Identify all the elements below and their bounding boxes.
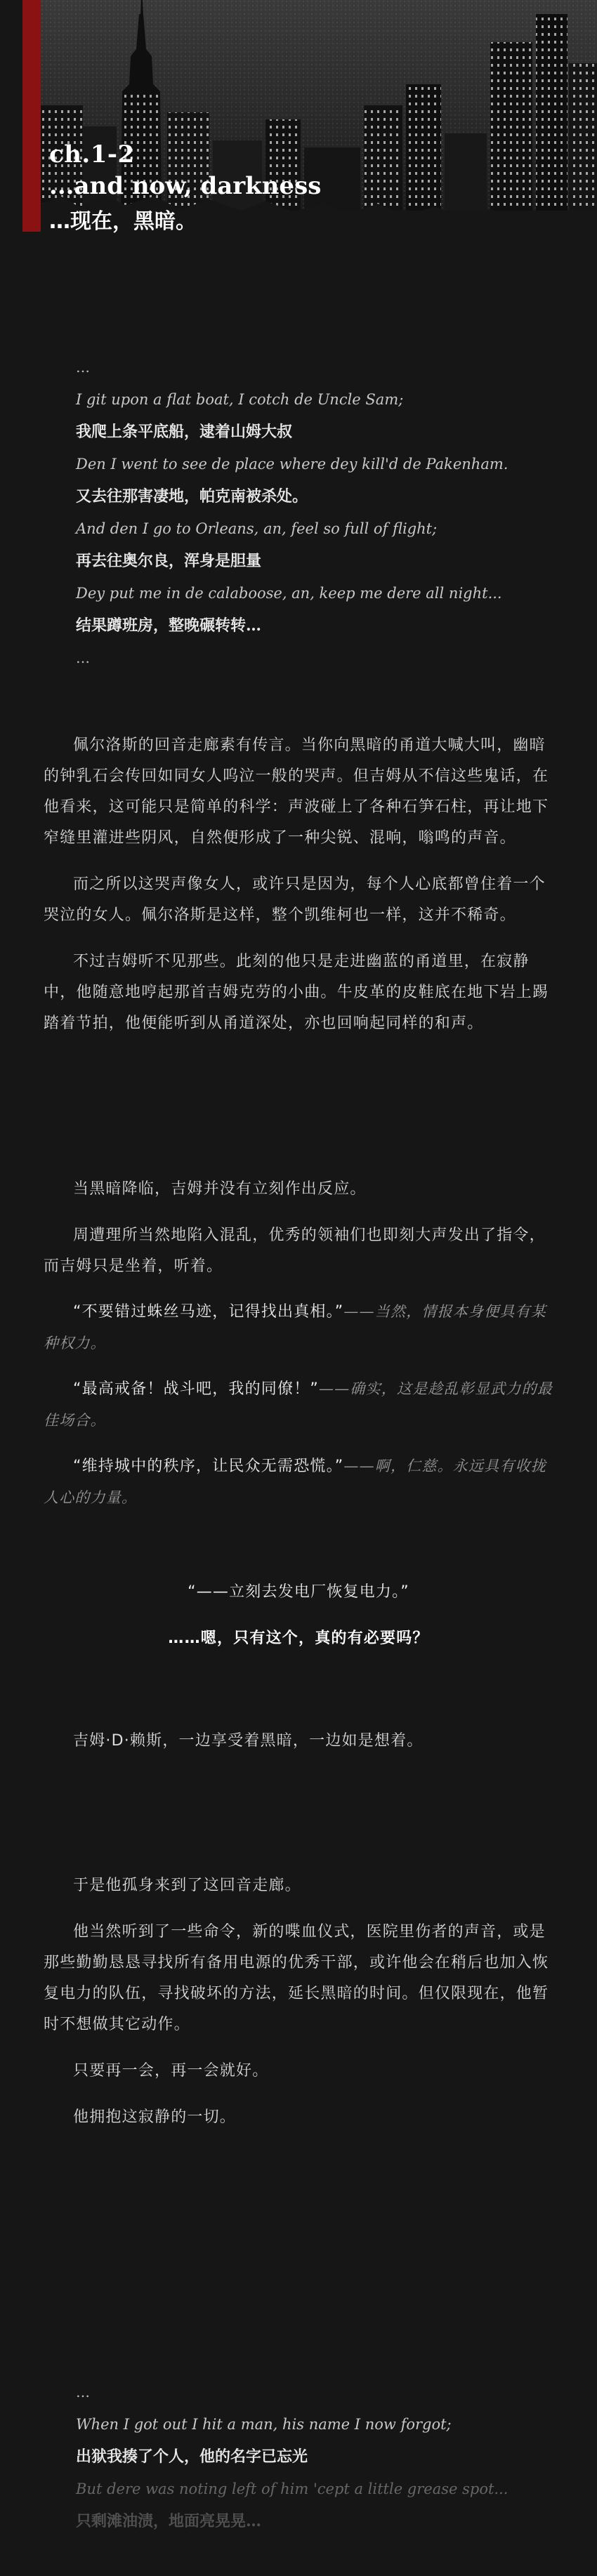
chapter-number: ch.1-2: [49, 140, 135, 169]
quote-text: “最高戒备！战斗吧，我的同僚！”: [73, 1380, 319, 1398]
paragraph: 而之所以这哭声像女人，或许只是因为，每个人心底都曾住着一个哭泣的女人。佩尔洛斯是这样，整个凯维柯也一样，这并不稀奇。: [44, 876, 546, 924]
chapter-title-en: ...and now, darkness: [49, 172, 322, 200]
prose-section-3: [44, 1726, 556, 1757]
lyric-line: 又去往那害凄地，帕克南被杀处。: [76, 487, 308, 506]
paragraph: 佩尔洛斯的回音走廊素有传言。当你向黑暗的甬道大喊大叫，幽暗的钟乳石会传回如同女人呜泣一般的哭声。但吉姆从不信这些鬼话，在他看来，这可能只是简单的科学：声波碰上了各种石笋石柱，再让地下窄缝里灌进些阴风，自然便形成了一种尖锐、混响，嗡鸣的声音。: [44, 737, 549, 847]
lyric-line: Den I went to see de place where dey kill'd de Pakenham.: [76, 456, 509, 473]
prose-section-4: [44, 1870, 556, 2133]
lyric-line: 结果蹲班房，整晚碾转转…: [76, 616, 262, 635]
quote-text: “不要错过蛛丝马迹，记得找出真相。”: [73, 1303, 344, 1321]
quote-note: ——当然，情报本身便具有某种权力。: [44, 1303, 547, 1352]
lyric-line: 我爬上条平底船，逮着山姆大叔: [76, 423, 293, 441]
lyric-line: …: [76, 649, 90, 666]
paragraph: 他当然听到了一些命令，新的喋血仪式，医院里伤者的声音，或是那些勤勤恳恳寻找所有备用电源的优秀干部，或许他会在稍后也加入恢复电力的队伍，寻找破坏的方法，延长黑暗的时间。但仅限现在，他暂时不想做其它动作。: [44, 1923, 549, 2033]
song-lyrics-bottom: [76, 2376, 553, 2537]
paragraph: 当黑暗降临，吉姆并没有立刻作出反应。: [73, 1180, 367, 1198]
lyric-line: …: [76, 2384, 90, 2400]
prose-section-1: [44, 730, 556, 1039]
centered-question-line: ……嗯，只有这个，真的有必要吗？: [168, 1630, 429, 1647]
lyric-line: Dey put me in de calaboose, an, keep me dere all night...: [76, 585, 502, 602]
paragraph: 于是他孤身来到了这回音走廊。: [73, 1877, 301, 1894]
song-lyrics-top: [76, 351, 553, 674]
centered-command-line: “——立刻去发电厂恢复电力。”: [188, 1583, 409, 1601]
lyric-line: …: [76, 359, 90, 376]
quote-block-2: [44, 1373, 556, 1436]
quote-block-1: [44, 1296, 556, 1359]
lyric-line: When I got out I hit a man, his name I now forgot;: [76, 2416, 452, 2433]
quote-block-3: [44, 1451, 556, 1514]
paragraph: 只要再一会，再一会就好。: [73, 2062, 269, 2080]
paragraph: 吉姆·D·赖斯，一边享受着黑暗，一边如是想着。: [73, 1732, 424, 1750]
chapter-title-zh: …现在，黑暗。: [49, 209, 197, 234]
prose-section-2: [44, 1174, 556, 1282]
paragraph: 他拥抱这寂静的一切。: [73, 2108, 237, 2126]
lyric-line: But dere was noting left of him 'cept a little grease spot...: [76, 2481, 509, 2497]
lyric-line: 只剩滩油渍，地面亮晃晃…: [76, 2512, 262, 2530]
header-red-bar: [22, 0, 41, 232]
quote-text: “维持城中的秩序，让民众无需恐慌。”: [73, 1458, 344, 1475]
quote-note: ——确实，这是趁乱彰显武力的最佳场合。: [44, 1380, 553, 1429]
lyric-line: 再去往奥尔良，浑身是胆量: [76, 552, 262, 570]
quote-note: ——啊，仁慈。永远具有收拢人心的力量。: [44, 1458, 547, 1506]
lyric-line: 出狱我揍了个人，他的名字已忘光: [76, 2448, 308, 2466]
paragraph: 周遭理所当然地陷入混乱，优秀的领袖们也即刻大声发出了指令，而吉姆只是坐着，听着。: [44, 1227, 546, 1275]
lyric-line: And den I go to Orleans, an, feel so full of flight;: [76, 520, 438, 537]
lyric-line: I git upon a flat boat, I cotch de Uncle Sam;: [76, 391, 404, 408]
paragraph: 不过吉姆听不见那些。此刻的他只是走进幽蓝的甬道里，在寂静中，他随意地哼起那首吉姆克劳的小曲。牛皮革的皮鞋底在地下岩上踢踏着节拍，他便能听到从甬道深处，亦也回响起同样的和声。: [44, 953, 549, 1032]
